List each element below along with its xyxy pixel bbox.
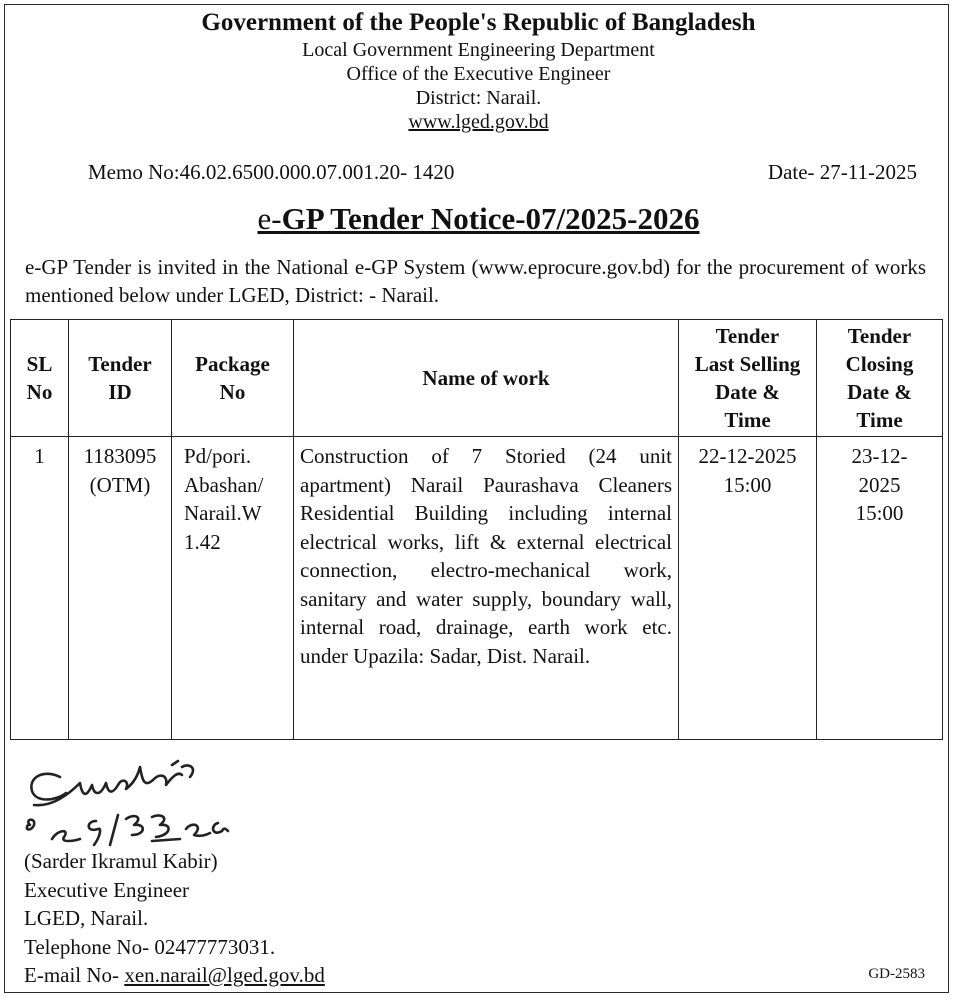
- memo-date: Date- 27-11-2025: [767, 160, 917, 184]
- header-package-no: Package No: [172, 320, 294, 437]
- header-name-of-work: Name of work: [294, 320, 679, 437]
- header-sl-no: SL No: [11, 320, 69, 437]
- table-row: [11, 437, 943, 740]
- cell-tender-id: 1183095 (OTM): [69, 437, 172, 740]
- cell-name-of-work: Construction of 7 Storied (24 unit apartment) Narail Paurashava Cleaners Residential Building including internal electrical works, lift & external electrical connection, electro-mechanical work, sanitary and water supply, boundary wall, internal road, drainage, earth work etc. under Upazila: Sadar, Dist. Narail.: [294, 437, 679, 740]
- signatory-telephone: Telephone No- 02477773031.: [24, 934, 276, 959]
- header-tender-id: Tender ID: [69, 320, 172, 437]
- header-closing-date: Tender Closing Date & Time: [817, 320, 943, 437]
- office-name: Office of the Executive Engineer: [346, 63, 611, 85]
- notice-intro: e-GP Tender is invited in the National e-GP System (www.eprocure.gov.bd) for the procurement of works mentioned below under LGED, District: - Narail.: [25, 255, 926, 307]
- cell-last-selling-date: 22-12-2025 15:00: [679, 437, 817, 740]
- handwritten-signature: [22, 755, 262, 850]
- email-label: E-mail No-: [24, 963, 125, 987]
- email-link[interactable]: xen.narail@lged.gov.bd: [124, 963, 325, 987]
- notice-title: [0, 200, 957, 238]
- government-name: Government of the People's Republic of Bangladesh: [201, 9, 756, 36]
- signatory-office: LGED, Narail.: [24, 906, 149, 930]
- district-name: District: Narail.: [415, 87, 542, 109]
- cell-sl-no: 1: [11, 437, 69, 740]
- letterhead: [0, 8, 957, 134]
- website-link[interactable]: www.lged.gov.bd: [408, 111, 549, 133]
- table-header-row: [11, 320, 943, 437]
- signatory-block: [24, 847, 325, 990]
- memo-number: Memo No:46.02.6500.000.07.001.20- 1420: [88, 160, 455, 184]
- notice-title-main: GP Tender Notice-07/2025-2026: [281, 201, 700, 236]
- department-name: Local Government Engineering Department: [302, 39, 655, 61]
- signatory-designation: Executive Engineer: [24, 877, 190, 902]
- tender-table: [10, 319, 943, 740]
- cell-closing-date: 23-12- 2025 15:00: [817, 437, 943, 740]
- signatory-name: (Sarder Ikramul Kabir): [24, 849, 218, 873]
- header-last-selling-date: Tender Last Selling Date & Time: [679, 320, 817, 437]
- cell-package-no: Pd/pori. Abashan/ Narail.W 1.42: [172, 437, 294, 740]
- signatory-email-line: [24, 961, 325, 990]
- notice-title-prefix: e-: [257, 201, 282, 236]
- gd-code: GD-2583: [868, 966, 925, 982]
